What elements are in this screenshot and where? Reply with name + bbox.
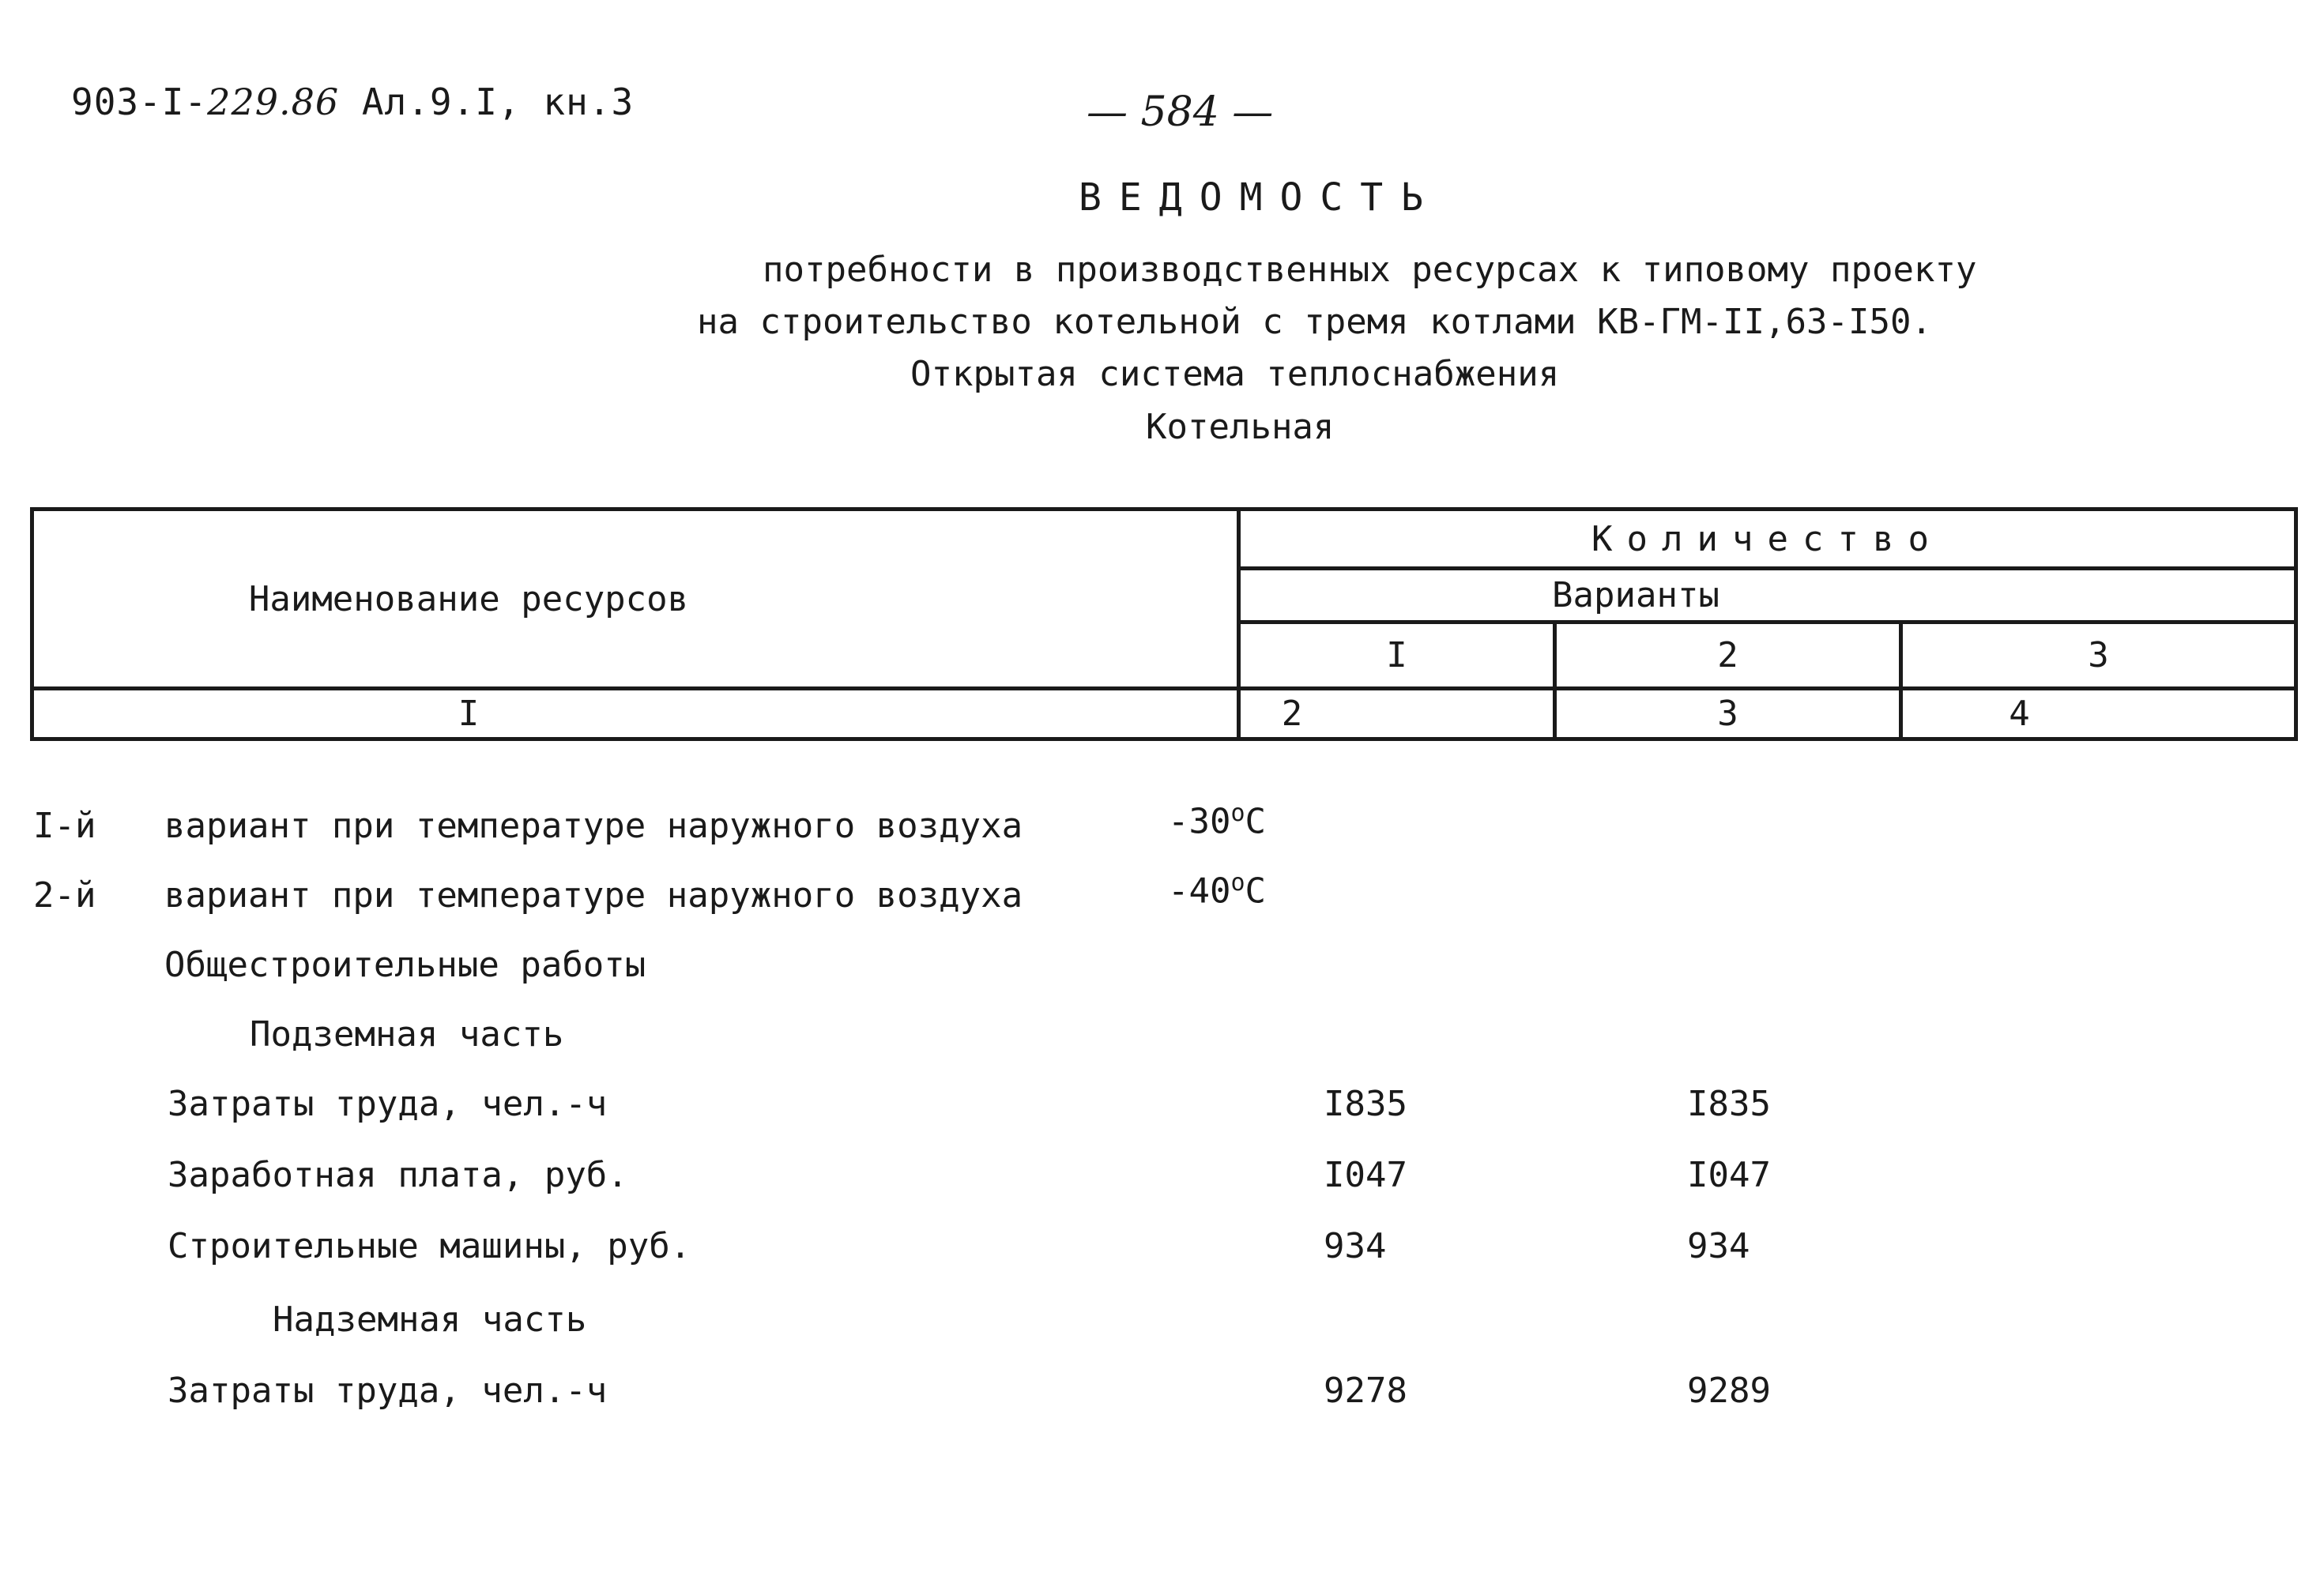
resource-row-value-variant-2: 9289 [1687,1371,1771,1411]
resource-row-value-variant-2: I047 [1687,1155,1771,1195]
subtitle-line-1: потребности в производственных ресурсах к типовому проекту [763,250,1977,290]
variant-temperature: -30$^o$С [1168,799,1267,842]
document-code-number: 229.86 [207,81,340,123]
column-number-1: I [458,694,480,734]
document-title: ВЕДОМОСТЬ [1079,175,1441,220]
header-variant-2: 2 [1717,635,1738,675]
resource-row-name: Затраты труда, чел.-ч [168,1084,608,1124]
subtitle-line-4: Котельная [1146,407,1335,447]
header-resource-name: Наименование ресурсов [248,578,689,619]
variant-text: вариант при температуре наружного воздуха [164,875,1023,916]
resource-row-name: Строительные машины, руб. [168,1226,691,1266]
subtitle-line-2: на строительство котельной с тремя котлами КВ-ГМ-II,63-I50. [697,302,1932,342]
variant-text: вариант при температуре наружного воздуха [164,806,1023,846]
resource-row-name: Затраты труда, чел.-ч [168,1371,608,1411]
resource-row-value-variant-1: 934 [1324,1226,1387,1266]
section-aboveground: Надземная часть [273,1300,587,1340]
page-number: — 584 — [1087,88,1274,136]
section-underground: Подземная часть [250,1014,564,1055]
resources-table-header [30,507,2298,741]
subtitle-line-3: Открытая система теплоснабжения [910,354,1560,394]
section-general: Общестроительные работы [164,945,646,985]
resource-row-name: Заработная плата, руб. [168,1155,628,1195]
resource-row-value-variant-2: 934 [1687,1226,1750,1266]
variant-label: 2-й [33,875,96,916]
document-code [71,81,634,123]
column-number-2: 2 [1281,694,1303,734]
column-number-4: 4 [2009,694,2030,734]
document-code-suffix: Ал.9.I, кн.3 [339,81,635,123]
column-number-3: 3 [1717,694,1738,734]
variant-label: I-й [33,806,96,846]
resource-row-value-variant-1: I047 [1324,1155,1407,1195]
document-code-prefix: 903-I- [71,81,208,123]
variant-temperature: -40$^o$С [1168,869,1267,912]
header-variant-3: 3 [2088,635,2109,675]
resource-row-value-variant-2: I835 [1687,1084,1771,1124]
resource-row-value-variant-1: 9278 [1324,1371,1407,1411]
header-quantity: Количество [1591,518,1943,559]
header-variants: Варианты [1552,575,1719,615]
header-variant-1: I [1386,635,1407,675]
resource-row-value-variant-1: I835 [1324,1084,1407,1124]
